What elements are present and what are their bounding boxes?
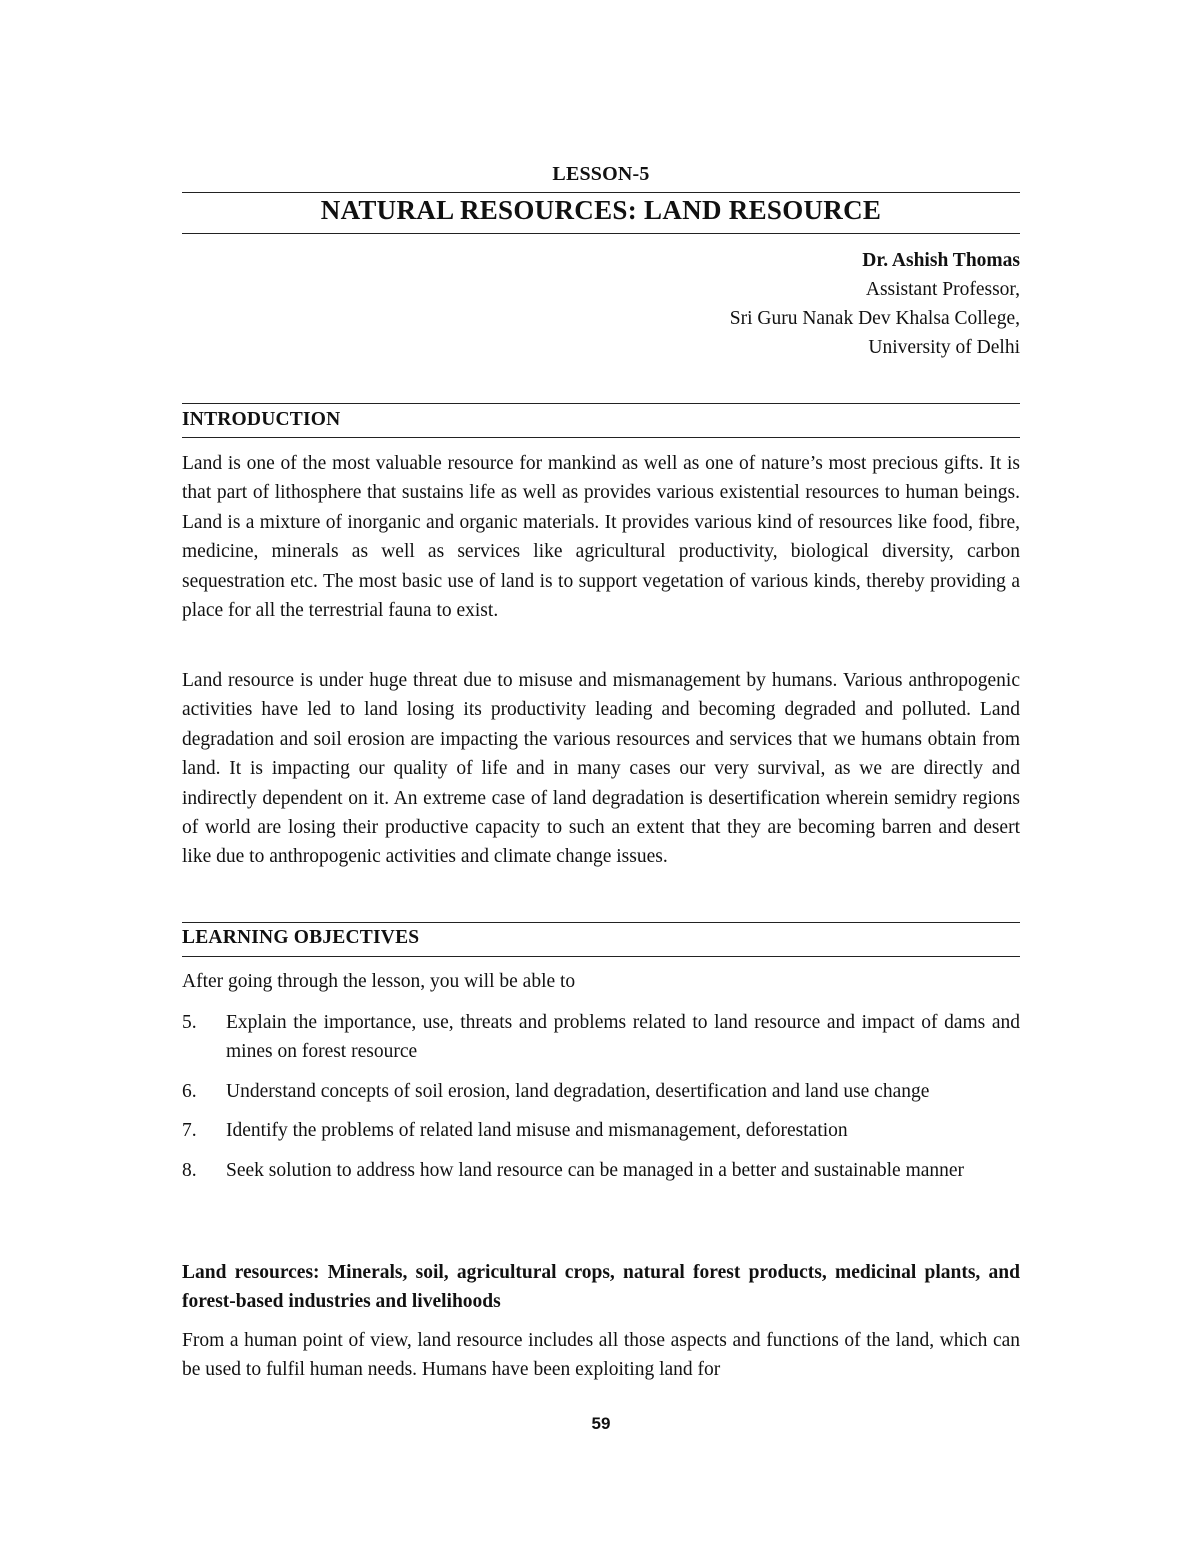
author-name: Dr. Ashish Thomas	[862, 250, 1020, 271]
objectives-intro: After going through the lesson, you will be able to	[182, 971, 576, 992]
objectives-top-rule	[182, 922, 1020, 923]
objectives-list	[182, 1008, 1020, 1195]
objective-text: Seek solution to address how land resource can be managed in a better and sustainable manner	[226, 1159, 965, 1181]
document-page	[182, 0, 1020, 1553]
objective-number: 7.	[182, 1120, 197, 1142]
objectives-bottom-rule	[182, 956, 1020, 957]
author-position: Assistant Professor,	[865, 279, 1020, 300]
objective-item	[182, 1077, 1020, 1106]
introduction-bottom-rule	[182, 437, 1020, 438]
objective-item	[182, 1116, 1020, 1145]
introduction-paragraph-2: Land resource is under huge threat due to misuse and mismanagement by humans. Various anthropogenic activities have led to land losing its productivity leading and becoming degraded and polluted. Land degradation and soil erosion are impacting the various resources and services that we humans obtain from land. It is impacting our quality of life and in many cases our very survival, as we are directly and indirectly dependent on it. An extreme case of land degradation is desertification wherein semidry regions of world are losing their productive capacity to such an extent that they are becoming barren and desert like due to anthropogenic activities and climate change issues.	[182, 670, 1020, 868]
objective-number: 6.	[182, 1080, 197, 1102]
page-title: NATURAL RESOURCES: LAND RESOURCE	[320, 195, 882, 225]
objective-text: Identify the problems of related land misuse and mismanagement, deforestation	[226, 1120, 848, 1142]
author-block	[730, 246, 1020, 362]
objective-number: 8.	[182, 1159, 197, 1181]
introduction-top-rule	[182, 403, 1020, 404]
objective-text: Understand concepts of soil erosion, land degradation, desertification and land use change	[226, 1080, 930, 1102]
introduction-paragraph-1: Land is one of the most valuable resource for mankind as well as one of nature’s most precious gifts. It is that part of lithosphere that sustains life as well as provides various existential resources to human beings. Land is a mixture of inorganic and organic materials. It provides various kind of resources like food, fibre, medicine, minerals as well as services like agricultural productivity, biological diversity, carbon sequestration etc. The most basic use of land is to support vegetation of various kinds, thereby providing a place for all the terrestrial fauna to exist.	[182, 453, 1020, 622]
page-number: 59	[591, 1414, 611, 1433]
land-resources-heading: Land resources: Minerals, soil, agricultural crops, natural forest products, medicinal plants, and forest-based industries and livelihoods	[182, 1262, 1020, 1313]
objectives-heading: LEARNING OBJECTIVES	[182, 927, 420, 948]
objective-text: Explain the importance, use, threats and problems related to land resource and impact of dams and mines on forest resource	[226, 1012, 1020, 1063]
title-bottom-rule	[182, 233, 1020, 234]
author-college: Sri Guru Nanak Dev Khalsa College,	[729, 308, 1020, 329]
objective-item	[182, 1156, 1020, 1185]
objective-item	[182, 1008, 1020, 1067]
title-top-rule	[182, 192, 1020, 193]
author-university: University of Delhi	[868, 337, 1020, 358]
lesson-label: LESSON-5	[552, 163, 650, 185]
land-resources-paragraph: From a human point of view, land resource includes all those aspects and functions of the land, which can be used to fulfil human needs. Humans have been exploiting land for	[182, 1330, 1020, 1381]
objective-number: 5.	[182, 1012, 197, 1033]
introduction-heading: INTRODUCTION	[182, 409, 341, 430]
